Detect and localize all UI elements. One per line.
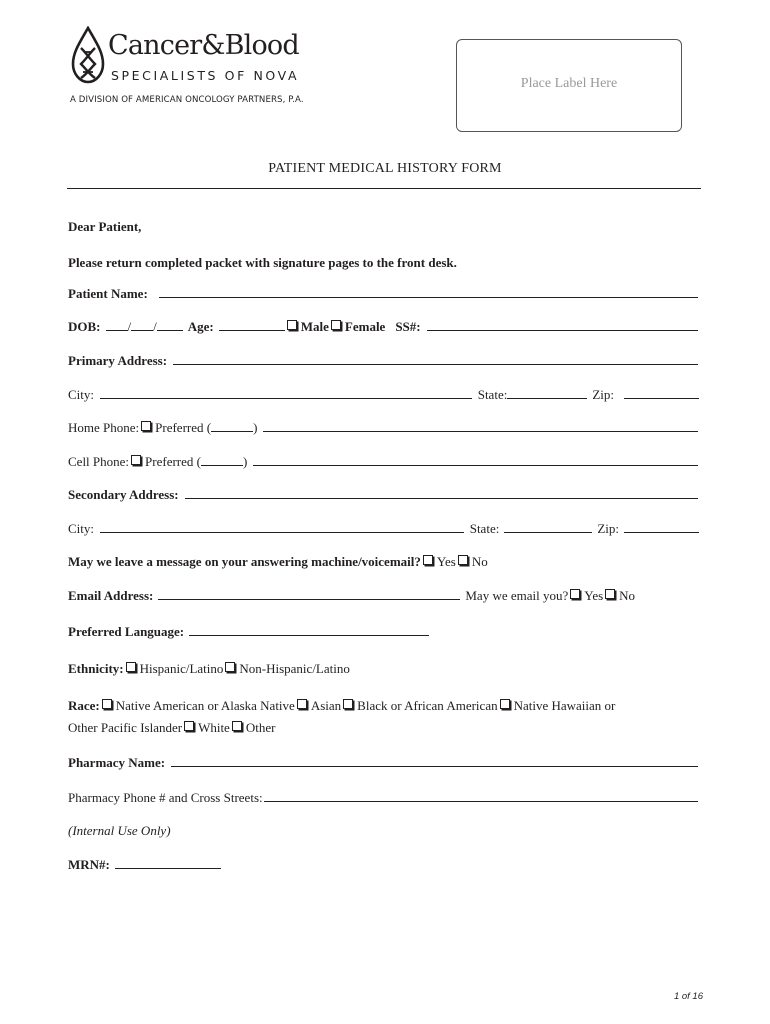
cell-phone-field[interactable] xyxy=(253,454,698,466)
state-field[interactable] xyxy=(507,387,587,399)
language-row xyxy=(68,624,699,640)
preferred-label: Preferred ( xyxy=(155,420,212,435)
no-label: No xyxy=(471,554,488,569)
message-no-checkbox[interactable] xyxy=(458,555,468,565)
race-label: Race: xyxy=(68,698,100,713)
yes-label: Yes xyxy=(436,554,456,569)
female-label: Female xyxy=(344,319,386,334)
greeting: Dear Patient, xyxy=(68,219,142,234)
dob-row xyxy=(68,319,699,335)
mrn-field[interactable] xyxy=(115,857,221,869)
message-row xyxy=(68,554,699,570)
message-yes-checkbox[interactable] xyxy=(423,555,433,565)
pharmacy-phone-field[interactable] xyxy=(264,790,698,802)
race-option: Native American or Alaska Native xyxy=(115,698,295,713)
internal-use-row xyxy=(68,823,699,839)
instruction: Please return completed packet with signature pages to the front desk. xyxy=(68,255,457,270)
brand-division: A DIVISION OF AMERICAN ONCOLOGY PARTNERS, P.A. xyxy=(70,95,304,105)
pharmacy-phone-row xyxy=(68,790,699,806)
logo xyxy=(70,26,340,108)
home-preferred-checkbox[interactable] xyxy=(141,421,151,431)
dob-month-field[interactable] xyxy=(106,319,128,331)
yes-label: Yes xyxy=(584,588,604,603)
language-label: Preferred Language: xyxy=(68,624,185,639)
pharmacy-name-label: Pharmacy Name: xyxy=(68,755,166,770)
preferred-close: ) xyxy=(253,420,258,435)
secondary-address-row xyxy=(68,487,699,503)
no-label: No xyxy=(619,588,636,603)
secondary-city-field[interactable] xyxy=(100,521,464,533)
message-question: May we leave a message on your answering machine/voicemail? xyxy=(68,554,421,569)
dob-day-field[interactable] xyxy=(131,319,153,331)
email-row xyxy=(68,588,699,604)
brand-name: Cancer&Blood xyxy=(108,30,299,61)
primary-address-label: Primary Address: xyxy=(68,353,168,368)
age-label: Age: xyxy=(187,319,214,334)
home-phone-row xyxy=(68,420,699,436)
secondary-zip-field[interactable] xyxy=(624,521,699,533)
race-option: Other xyxy=(245,720,276,735)
page-title: PATIENT MEDICAL HISTORY FORM xyxy=(268,161,502,176)
email-no-checkbox[interactable] xyxy=(605,589,615,599)
age-field[interactable] xyxy=(219,319,285,331)
race-other-checkbox[interactable] xyxy=(232,721,242,731)
hispanic-checkbox[interactable] xyxy=(126,662,136,672)
mrn-label: MRN#: xyxy=(68,857,110,872)
ethnicity-option: Hispanic/Latino xyxy=(139,661,224,676)
page-number: 1 of 16 xyxy=(673,991,703,1002)
male-label: Male xyxy=(300,319,329,334)
language-field[interactable] xyxy=(189,624,429,636)
secondary-state-field[interactable] xyxy=(504,521,592,533)
patient-name-row xyxy=(68,286,699,302)
label-box xyxy=(456,39,682,132)
female-checkbox[interactable] xyxy=(331,320,341,330)
race-option: Other Pacific Islander xyxy=(68,720,183,735)
male-checkbox[interactable] xyxy=(287,320,297,330)
instruction-line xyxy=(68,255,699,271)
greeting-line xyxy=(68,219,699,235)
state-label: State: xyxy=(477,387,508,402)
preferred-close: ) xyxy=(242,454,248,469)
brand-subtitle: SPECIALISTS OF NOVA xyxy=(111,68,300,83)
pharmacy-name-row xyxy=(68,755,699,771)
race-hawaiian-checkbox[interactable] xyxy=(500,699,510,709)
cell-preferred-field[interactable] xyxy=(201,454,243,466)
cell-phone-row xyxy=(68,454,699,470)
city-row xyxy=(68,387,699,403)
preferred-label: Preferred ( xyxy=(145,454,201,469)
label-box-text: Place Label Here xyxy=(520,76,618,91)
ss-label: SS#: xyxy=(395,319,421,334)
city-label: City: xyxy=(68,387,95,402)
primary-address-field[interactable] xyxy=(173,353,698,365)
pharmacy-name-field[interactable] xyxy=(171,755,698,767)
email-label: Email Address: xyxy=(68,588,154,603)
zip-label: Zip: xyxy=(592,387,614,402)
secondary-address-label: Secondary Address: xyxy=(68,487,179,502)
city-label: City: xyxy=(68,521,95,536)
home-preferred-field[interactable] xyxy=(211,420,253,432)
cell-phone-label: Cell Phone: xyxy=(68,454,130,469)
internal-use-note: (Internal Use Only) xyxy=(68,823,171,838)
race-row xyxy=(68,698,699,714)
zip-field[interactable] xyxy=(624,387,699,399)
race-option: Asian xyxy=(310,698,342,713)
secondary-city-row xyxy=(68,521,699,537)
race-white-checkbox[interactable] xyxy=(184,721,194,731)
title-divider xyxy=(67,188,701,189)
race-option: Native Hawaiian or xyxy=(513,698,616,713)
dob-separator: / xyxy=(153,319,157,334)
ss-field[interactable] xyxy=(427,319,698,331)
city-field[interactable] xyxy=(100,387,472,399)
secondary-address-field[interactable] xyxy=(185,487,698,499)
race-option: Black or African American xyxy=(357,698,498,713)
home-phone-label: Home Phone: xyxy=(68,420,140,435)
pharmacy-phone-label: Pharmacy Phone # and Cross Streets: xyxy=(68,790,263,805)
race-black-checkbox[interactable] xyxy=(343,699,353,709)
cell-preferred-checkbox[interactable] xyxy=(131,455,141,465)
ethnicity-option: Non-Hispanic/Latino xyxy=(239,661,350,676)
patient-name-label: Patient Name: xyxy=(68,286,148,301)
dob-separator: / xyxy=(127,319,132,334)
mrn-row xyxy=(68,857,699,873)
zip-label: Zip: xyxy=(597,521,619,536)
patient-name-field[interactable] xyxy=(159,286,698,298)
non-hispanic-checkbox[interactable] xyxy=(225,662,235,672)
dna-drop-icon xyxy=(70,26,106,86)
race-asian-checkbox[interactable] xyxy=(297,699,307,709)
email-field[interactable] xyxy=(158,588,460,600)
email-yes-checkbox[interactable] xyxy=(570,589,580,599)
race-option: White xyxy=(198,720,230,735)
state-label: State: xyxy=(469,521,500,536)
email-question: May we email you? xyxy=(465,588,569,603)
ethnicity-row xyxy=(68,661,699,677)
ethnicity-label: Ethnicity: xyxy=(68,661,124,676)
race-row-2 xyxy=(68,720,699,736)
primary-address-row xyxy=(68,353,699,369)
race-native-american-checkbox[interactable] xyxy=(102,699,112,709)
dob-year-field[interactable] xyxy=(157,319,183,331)
home-phone-field[interactable] xyxy=(263,420,698,432)
dob-label: DOB: xyxy=(68,319,101,334)
